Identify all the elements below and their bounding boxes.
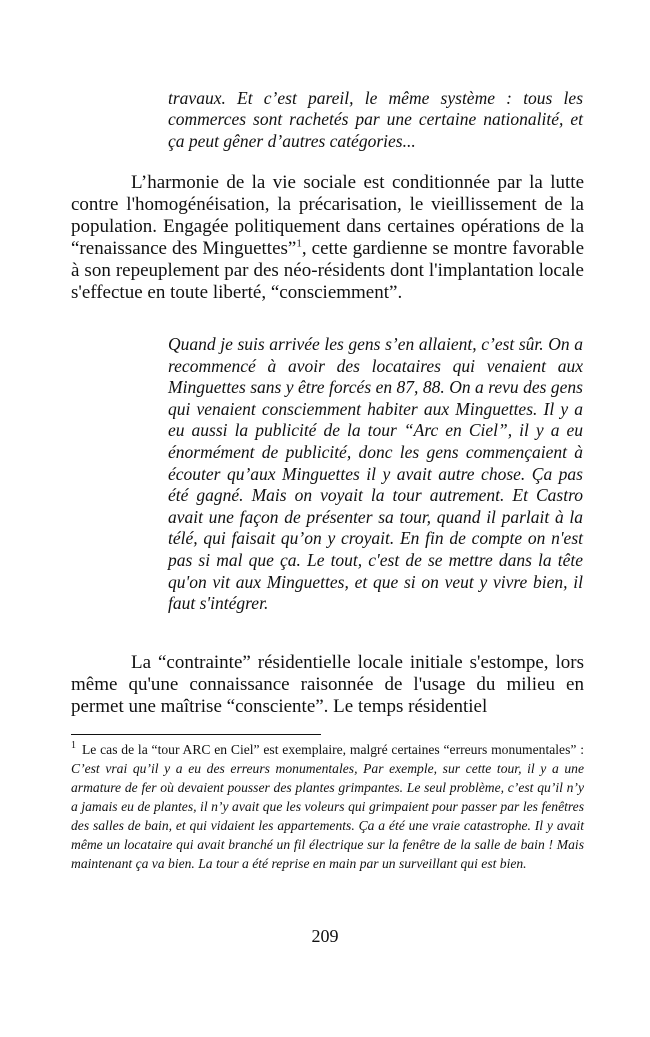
footnote bbox=[71, 740, 584, 873]
body-paragraph-1 bbox=[71, 172, 584, 304]
paragraph-1-text-end: , cette gardienne se montre favorable à son repeuplement par des néo-résidents dont l'implantation locale s'effectue en toute liberté, “consciemment”. bbox=[71, 238, 585, 303]
footnote-mark: 1 bbox=[71, 740, 76, 752]
footnote-intro: Le cas de la “tour ARC en Ciel” est exemplaire, malgré certaines “erreurs monumentales” : bbox=[82, 742, 584, 757]
footnote-reference[interactable]: 1 bbox=[296, 237, 302, 250]
paragraph-1-text: L’harmonie de la vie sociale est conditionnée par la lutte contre l'homogénéisation, la précarisation, le vieillissement de la population. Engagée politiquement dans certaines opérations de la “renaissance des Minguettes” bbox=[71, 172, 584, 259]
interview-quote: Quand je suis arrivée les gens s’en allaient, c’est sûr. On a recommencé à avoir des locataires qui venaient aux Minguettes sans y être forcés en 87, 88. On a revu des gens qui venaient consciemment habiter aux Minguettes. Il y a eu aussi la publicité de la tour “Arc en Ciel”, il y a eu énormément de publicité, donc les gens commençaient à écouter qu’aux Minguettes il y avait autre chose. Ça pas été gagné. Mais on voyait la tour autrement. Et Castro avait une façon de présenter sa tour, quand il parlait à la télé, qui faisait qu’on y croyait. En fin de compte on n'est pas si mal que ça. Le tout, c'est de se mettre dans la tête qu'on vit aux Minguettes, et que si on veut y vivre bien, il faut s'intégrer. bbox=[168, 334, 583, 614]
body-paragraph-2: La “contrainte” résidentielle locale initiale s'estompe, lors même qu'une connaissance raisonnée de l'usage du milieu en permet une maîtrise “consciente”. Le temps résidentiel bbox=[71, 652, 584, 717]
footnote-quote: C’est vrai qu’il y a eu des erreurs monumentales, Par exemple, sur cette tour, il y a une armature de fer où devaient pousser des plantes grimpantes. Le seul problème, c’est qu’il n’y a jamais eu de plantes, il n’y avait que les voleurs qui grimpaient pour passer par les fenêtres des salles de bain, et qui vidaient les appartements. Ça a été une vraie catastrophe. Il y avait même un locataire qui avait branché un fil électrique sur la fenêtre de la salle de bain ! Mais maintenant ça va bien. La tour a été reprise en main par un surveillant qui est bien. bbox=[71, 761, 584, 871]
interview-quote-continued: travaux. Et c’est pareil, le même système : tous les commerces sont rachetés par une certaine nationalité, et ça peut gêner d’autres catégories... bbox=[168, 88, 583, 151]
footnote-divider bbox=[71, 734, 321, 735]
page-number: 209 bbox=[311, 926, 339, 946]
